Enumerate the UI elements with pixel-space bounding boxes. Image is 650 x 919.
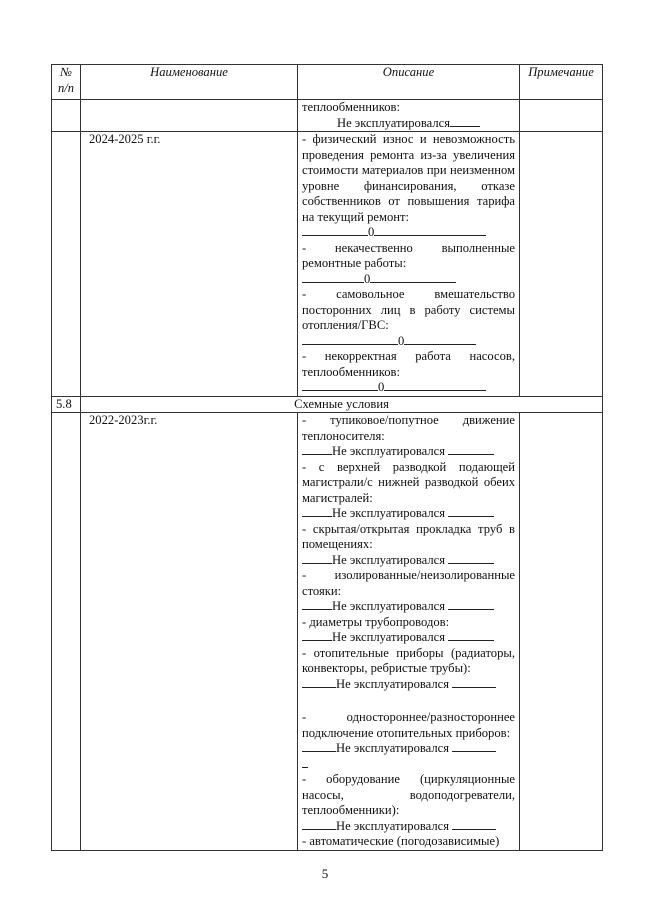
cell-note: [520, 100, 603, 132]
desc-line: теплообменников:: [302, 100, 400, 114]
cell-num: [52, 100, 81, 132]
desc-value: 0: [302, 334, 515, 350]
cell-desc: [298, 132, 520, 397]
desc-value: Не эксплуатировался: [302, 116, 515, 132]
table-row: [52, 413, 603, 851]
cell-desc: [298, 100, 520, 132]
desc-item-text: - скрытая/открытая прокладка труб в помещениях:: [302, 521, 515, 551]
table-row: [52, 132, 603, 397]
header-note: Примечание: [520, 65, 603, 100]
desc-paragraph: - некорректная работа насосов, теплообменников:: [302, 349, 515, 379]
desc-item-value: [302, 757, 515, 773]
description-table: [51, 64, 603, 851]
desc-item-text: - изолированные/неизолированные стояки:: [302, 568, 515, 598]
desc-item-text: - отопительные приборы (радиаторы, конвекторы, ребристые трубы):: [302, 645, 515, 675]
cell-note: [520, 413, 603, 851]
desc-item-value: Не эксплуатировался: [302, 819, 515, 835]
desc-value: 0: [302, 380, 515, 396]
desc-paragraph: - физический износ и невозможность проведения ремонта из-за увеличения стоимости материалов при неизменном уровне финансирования, отказе собственников от повышения тарифа на текущий ремонт:: [302, 132, 515, 224]
page-number: 5: [321, 866, 329, 881]
desc-item-text: - одностороннее/разностороннее подключение отопительных приборов:: [302, 710, 515, 740]
desc-item-value: Не эксплуатировался: [302, 630, 515, 646]
table-row: [52, 100, 603, 132]
cell-num: [52, 413, 81, 851]
section-title: Схемные условия: [81, 396, 603, 413]
header-num: № п/п: [52, 65, 81, 100]
desc-item-value: Не эксплуатировался: [302, 444, 515, 460]
desc-item-text: - оборудование (циркуляционные насосы, водоподогреватели, теплообменники):: [302, 772, 515, 817]
table-header-row: [52, 65, 603, 100]
desc-paragraph: - самовольное вмешательство посторонних лиц в работу системы отопления/ГВС:: [302, 287, 515, 332]
desc-item-text: - тупиковое/попутное движение теплоносителя:: [302, 413, 515, 443]
desc-item-value: Не эксплуатировался: [302, 506, 515, 522]
header-name: Наименование: [81, 65, 298, 100]
cell-name: 2024-2025 г.г.: [81, 132, 298, 397]
desc-value: 0: [302, 225, 515, 241]
cell-note: [520, 132, 603, 397]
section-num: 5.8: [52, 396, 81, 413]
desc-value: 0: [302, 272, 515, 288]
desc-paragraph: - некачественно выполненные ремонтные работы:: [302, 240, 515, 270]
header-desc: Описание: [298, 65, 520, 100]
desc-item-text: - автоматические (погодозависимые): [302, 834, 500, 848]
section-row: [52, 396, 603, 413]
desc-item-value: Не эксплуатировался: [302, 599, 515, 615]
desc-item-value: Не эксплуатировался: [302, 677, 515, 693]
cell-name: [81, 100, 298, 132]
desc-item-value: Не эксплуатировался: [302, 553, 515, 569]
desc-item-text: - диаметры трубопроводов:: [302, 614, 450, 629]
cell-num: [52, 132, 81, 397]
desc-item-value: Не эксплуатировался: [302, 741, 515, 757]
cell-desc: [298, 413, 520, 851]
desc-item-text: - с верхней разводкой подающей магистрали/с нижней разводкой обеих магистралей:: [302, 459, 515, 505]
cell-name: 2022-2023г.г.: [81, 413, 298, 851]
